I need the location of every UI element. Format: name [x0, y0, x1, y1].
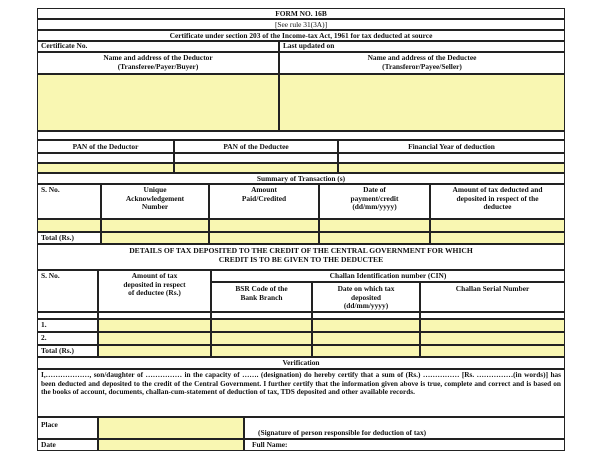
summary-col-ack — [101, 184, 209, 219]
details-row-2-bsr[interactable] — [211, 332, 312, 345]
details-col-serial: Challan Serial Number — [420, 282, 565, 312]
full-name-label: Full Name: — [244, 439, 565, 451]
pan-deductee-label: PAN of the Deductee — [174, 140, 338, 153]
summary-total-label: Total (Rs.) — [37, 232, 101, 244]
deductee-label-line1: Name and address of the Deductee — [367, 53, 477, 62]
summary-row-date[interactable] — [319, 219, 430, 232]
details-heading — [37, 244, 565, 270]
summary-col-amount — [209, 184, 319, 219]
details-row-1-sno: 1. — [37, 319, 98, 332]
details-row-2-date[interactable] — [312, 332, 420, 345]
summary-col-date-line1: Date of — [363, 185, 386, 194]
form-subtitle: Certificate under section 203 of the Income-tax Act, 1961 for tax deducted at source — [37, 30, 565, 41]
summary-col-tax-line2: deposited in respect of the — [456, 193, 539, 203]
details-row-1-bsr[interactable] — [211, 319, 312, 332]
details-row-2-amount[interactable] — [98, 332, 211, 345]
summary-col-amount-line1: Amount — [251, 185, 277, 194]
pan-deductor-field[interactable] — [37, 163, 174, 173]
details-col-sno: S. No. — [37, 270, 98, 312]
summary-col-tax — [430, 184, 565, 219]
summary-col-tax-line1: Amount of tax deducted and — [452, 185, 543, 194]
pan-deductor-label: PAN of the Deductor — [37, 140, 174, 153]
summary-col-amount-line2: Paid/Credited — [241, 193, 287, 203]
summary-col-ack-line3: Number — [141, 202, 169, 212]
summary-row-ack[interactable] — [101, 219, 209, 232]
details-total-amount[interactable] — [98, 345, 211, 357]
financial-year-field[interactable] — [338, 163, 565, 173]
pan-deductee-field[interactable] — [174, 163, 338, 173]
summary-row-sno[interactable] — [37, 219, 101, 232]
verification-heading: Verification — [37, 357, 565, 369]
details-col-amount-line1: Amount of tax — [131, 271, 178, 280]
date-field[interactable] — [98, 439, 244, 451]
details-total-bsr[interactable] — [211, 345, 312, 357]
deductee-header — [279, 52, 565, 74]
spacer-row — [37, 131, 565, 140]
details-row-2-sno: 2. — [37, 332, 98, 345]
summary-col-ack-line1: Unique — [143, 185, 167, 194]
details-total-serial[interactable] — [420, 345, 565, 357]
place-field[interactable] — [98, 417, 244, 439]
deductor-header — [37, 52, 279, 74]
place-label: Place — [37, 417, 98, 439]
summary-col-date-line2: payment/credit — [350, 193, 399, 203]
summary-total-ack[interactable] — [101, 232, 209, 244]
details-heading-line2: CREDIT IS TO BE GIVEN TO THE DEDUCTEE — [218, 254, 384, 264]
details-total-date[interactable] — [312, 345, 420, 357]
details-col-amount-line2: deposited in respect — [123, 279, 186, 289]
details-col-bsr — [211, 282, 312, 312]
signature-label: (Signature of person responsible for deduction of tax) — [244, 417, 565, 439]
details-total-label: Total (Rs.) — [37, 345, 98, 357]
summary-col-date-line3: (dd/mm/yyyy) — [352, 202, 397, 212]
deductee-label-line2: (Transferor/Payee/Seller) — [382, 61, 462, 71]
details-blank-date — [312, 312, 420, 319]
summary-col-sno: S. No. — [37, 184, 101, 219]
deductee-address-field[interactable] — [279, 74, 565, 131]
summary-total-tax[interactable] — [430, 232, 565, 244]
details-row-1-serial[interactable] — [420, 319, 565, 332]
last-updated-label: Last updated on — [279, 41, 565, 52]
details-col-bsr-line1: BSR Code of the — [235, 284, 288, 293]
details-row-1-date[interactable] — [312, 319, 420, 332]
pan-deductee-blank — [174, 153, 338, 163]
summary-row-amount[interactable] — [209, 219, 319, 232]
details-col-date-line1: Date on which tax — [337, 284, 395, 293]
details-col-amount — [98, 270, 211, 312]
date-label: Date — [37, 439, 98, 451]
details-blank-sno — [37, 312, 98, 319]
details-blank-serial — [420, 312, 565, 319]
details-col-date-line3: (dd/mm/yyyy) — [343, 301, 389, 311]
financial-year-blank — [338, 153, 565, 163]
pan-deductor-blank — [37, 153, 174, 163]
verification-text: I,………………, son/daughter of …………… in the capacity of ……. (designation) do hereby certify that a sum of (Rs.) …………… [Rs. ……………(in words)] has been deducted and deposited to the credit of the Central Government. I further certify that the information given above is true, complete and correct and is based on the books of account, documents, challan-cum-statement of deduction of tax, TDS deposited and other available records. — [37, 369, 565, 417]
summary-col-tax-line3: deductee — [483, 202, 512, 212]
details-blank-bsr — [211, 312, 312, 319]
deductor-address-field[interactable] — [37, 74, 279, 131]
details-row-2-serial[interactable] — [420, 332, 565, 345]
certificate-no-label: Certificate No. — [37, 41, 279, 52]
summary-col-ack-line2: Acknowledgement — [125, 193, 185, 203]
summary-total-date[interactable] — [319, 232, 430, 244]
summary-heading: Summary of Transaction (s) — [37, 173, 565, 184]
deductor-label-line2: (Transferee/Payer/Buyer) — [117, 61, 199, 71]
summary-row-tax[interactable] — [430, 219, 565, 232]
details-col-date — [312, 282, 420, 312]
details-col-bsr-line2: Bank Branch — [240, 292, 283, 302]
form-title: FORM NO. 16B — [37, 8, 565, 19]
details-row-1-amount[interactable] — [98, 319, 211, 332]
form-16b — [37, 8, 565, 451]
summary-col-date — [319, 184, 430, 219]
details-cin-label: Challan Identification number (CIN) — [211, 270, 565, 282]
deductor-label-line1: Name and address of the Deductor — [103, 53, 213, 62]
details-col-amount-line3: of deductee (Rs.) — [128, 288, 181, 298]
details-heading-line1: DETAILS OF TAX DEPOSITED TO THE CREDIT OF THE CENTRAL GOVERNMENT FOR WHICH — [129, 246, 473, 255]
financial-year-label: Financial Year of deduction — [338, 140, 565, 153]
details-blank-amount — [98, 312, 211, 319]
details-col-date-line2: deposited — [351, 292, 381, 302]
summary-total-amount[interactable] — [209, 232, 319, 244]
form-rule: [See rule 31(3A)] — [37, 19, 565, 30]
